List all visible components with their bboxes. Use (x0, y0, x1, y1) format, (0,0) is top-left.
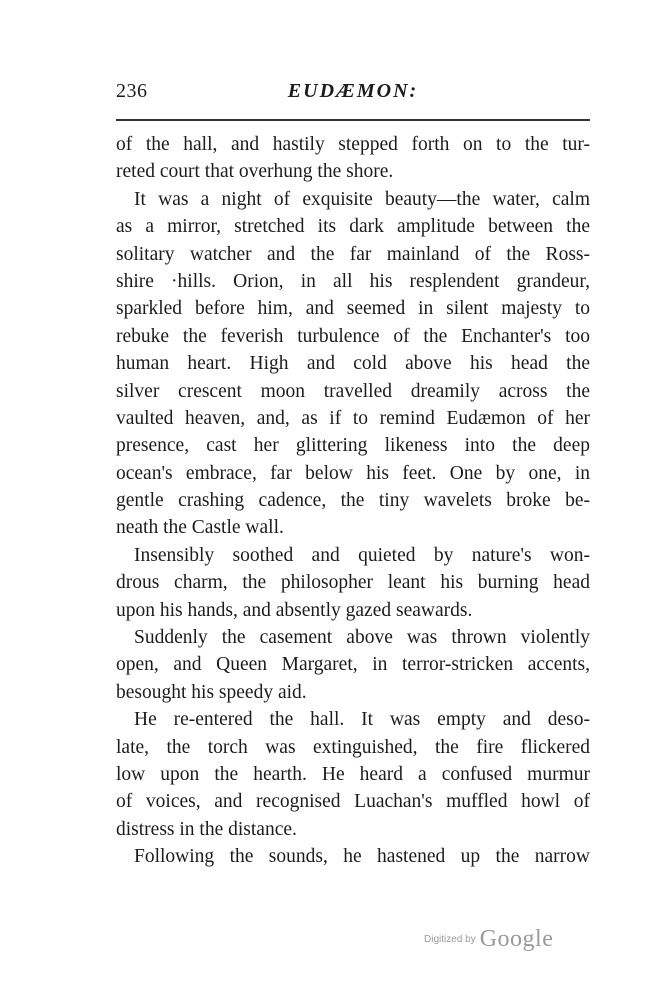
text-line: late, the torch was extinguished, the fire flickered (116, 736, 590, 758)
text-line: presence, cast her glittering likeness into the deep (116, 435, 590, 457)
text-line: silver crescent moon travelled dreamily across the (116, 380, 590, 402)
text-line: of voices, and recognised Luachan's muffled howl of (116, 791, 590, 813)
body-text (116, 131, 590, 871)
digitized-by-label: Digitized by (424, 934, 476, 945)
text-line: as a mirror, stretched its dark amplitude between the (116, 216, 590, 238)
header-rule (116, 119, 590, 121)
text-line: drous charm, the philosopher leant his burning head (116, 572, 590, 594)
text-line: reted court that overhung the shore. (116, 161, 394, 183)
text-line: gentle crashing cadence, the tiny wavelets broke be- (116, 490, 590, 512)
text-line: He re-entered the hall. It was empty and deso- (134, 709, 590, 731)
text-line: sparkled before him, and seemed in silent majesty to (116, 298, 590, 320)
text-line: vaulted heaven, and, as if to remind Eudæmon of her (116, 407, 590, 429)
running-title: EUDÆMON: (287, 80, 419, 102)
text-line: besought his speedy aid. (116, 681, 307, 703)
text-line: open, and Queen Margaret, in terror-stricken accents, (116, 654, 590, 676)
text-line: shire ·hills. Orion, in all his resplendent grandeur, (116, 270, 590, 292)
text-line: of the hall, and hastily stepped forth on to the tur- (116, 134, 590, 155)
text-line: upon his hands, and absently gazed seawards. (116, 599, 473, 621)
running-head (116, 80, 590, 110)
digitization-watermark (424, 926, 553, 953)
text-line: rebuke the feverish turbulence of the Enchanter's too (116, 325, 590, 347)
text-line: distress in the distance. (116, 818, 297, 840)
google-logo-text: Google (479, 926, 554, 952)
text-line: low upon the hearth. He heard a confused murmur (116, 763, 590, 785)
text-line: Insensibly soothed and quieted by nature's won- (134, 544, 590, 566)
page-number: 236 (116, 80, 148, 102)
text-line: neath the Castle wall. (116, 517, 284, 539)
text-line: It was a night of exquisite beauty—the water, calm (134, 188, 590, 210)
text-line: ocean's embrace, far below his feet. One by one, in (116, 462, 590, 484)
text-line: solitary watcher and the far mainland of the Ross- (116, 243, 590, 265)
text-line: human heart. High and cold above his head the (116, 353, 590, 375)
text-line: Suddenly the casement above was thrown violently (134, 627, 590, 649)
text-line: Following the sounds, he hastened up the narrow (134, 846, 590, 868)
